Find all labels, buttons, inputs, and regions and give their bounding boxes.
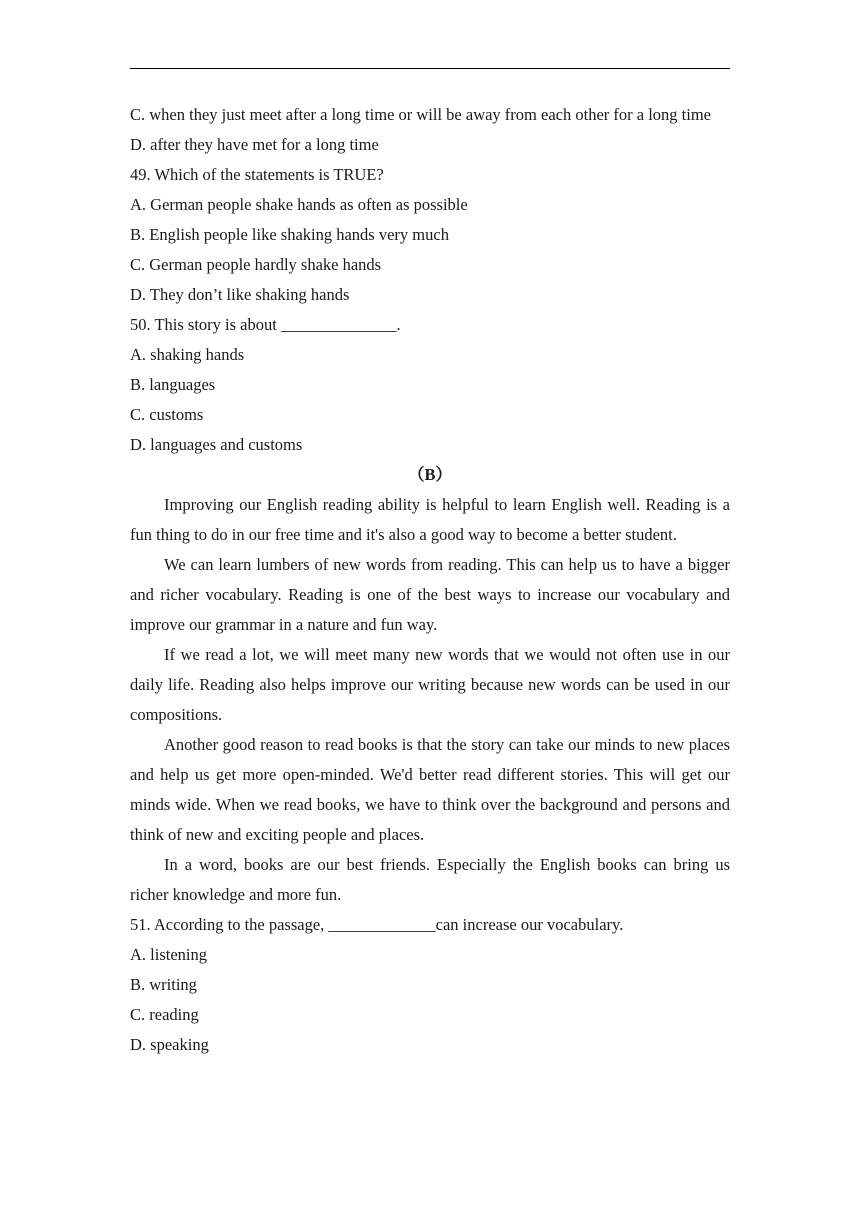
q49-option-c: C. German people hardly shake hands <box>130 255 382 274</box>
q49-stem: 49. Which of the statements is TRUE? <box>130 165 384 184</box>
q51-option-b: B. writing <box>130 975 197 994</box>
q49-option-d: D. They don’t like shaking hands <box>130 285 350 304</box>
section-b-title: （B） <box>407 465 452 484</box>
q48-option-c: C. when they just meet after a long time or will be away from each other for a long time <box>130 105 711 124</box>
q50-option-b: B. languages <box>130 375 216 394</box>
q49-option-a: A. German people shake hands as often as possible <box>130 195 468 214</box>
q51-option-d: D. speaking <box>130 1035 209 1054</box>
document-body <box>130 100 730 1060</box>
q50-option-a: A. shaking hands <box>130 345 245 364</box>
passage-paragraph-1: Improving our English reading ability is helpful to learn English well. Reading is a fun thing to do in our free time and it's also a good way to become a better student. <box>130 495 730 544</box>
header-rule <box>130 68 730 69</box>
q50-stem: 50. This story is about ______________. <box>130 315 401 334</box>
q51-stem: 51. According to the passage, _____________can increase our vocabulary. <box>130 915 624 934</box>
passage-paragraph-3: If we read a lot, we will meet many new words that we would not often use in our daily life. Reading also helps improve our writing because new words can be used in our compositions. <box>130 645 730 724</box>
q50-option-c: C. customs <box>130 405 204 424</box>
q48-option-d: D. after they have met for a long time <box>130 135 379 154</box>
q49-option-b: B. English people like shaking hands very much <box>130 225 449 244</box>
q50-option-d: D. languages and customs <box>130 435 303 454</box>
q51-option-a: A. listening <box>130 945 207 964</box>
passage-paragraph-2: We can learn lumbers of new words from reading. This can help us to have a bigger and richer vocabulary. Reading is one of the best ways to increase our vocabulary and improve our grammar in a nature and fun way. <box>130 555 730 634</box>
passage-paragraph-5: In a word, books are our best friends. Especially the English books can bring us richer knowledge and more fun. <box>130 855 730 904</box>
q51-option-c: C. reading <box>130 1005 199 1024</box>
passage-paragraph-4: Another good reason to read books is that the story can take our minds to new places and help us get more open-minded. We'd better read different stories. This will get our minds wide. When we read books, we have to think over the background and persons and think of new and exciting people and places. <box>130 735 730 844</box>
